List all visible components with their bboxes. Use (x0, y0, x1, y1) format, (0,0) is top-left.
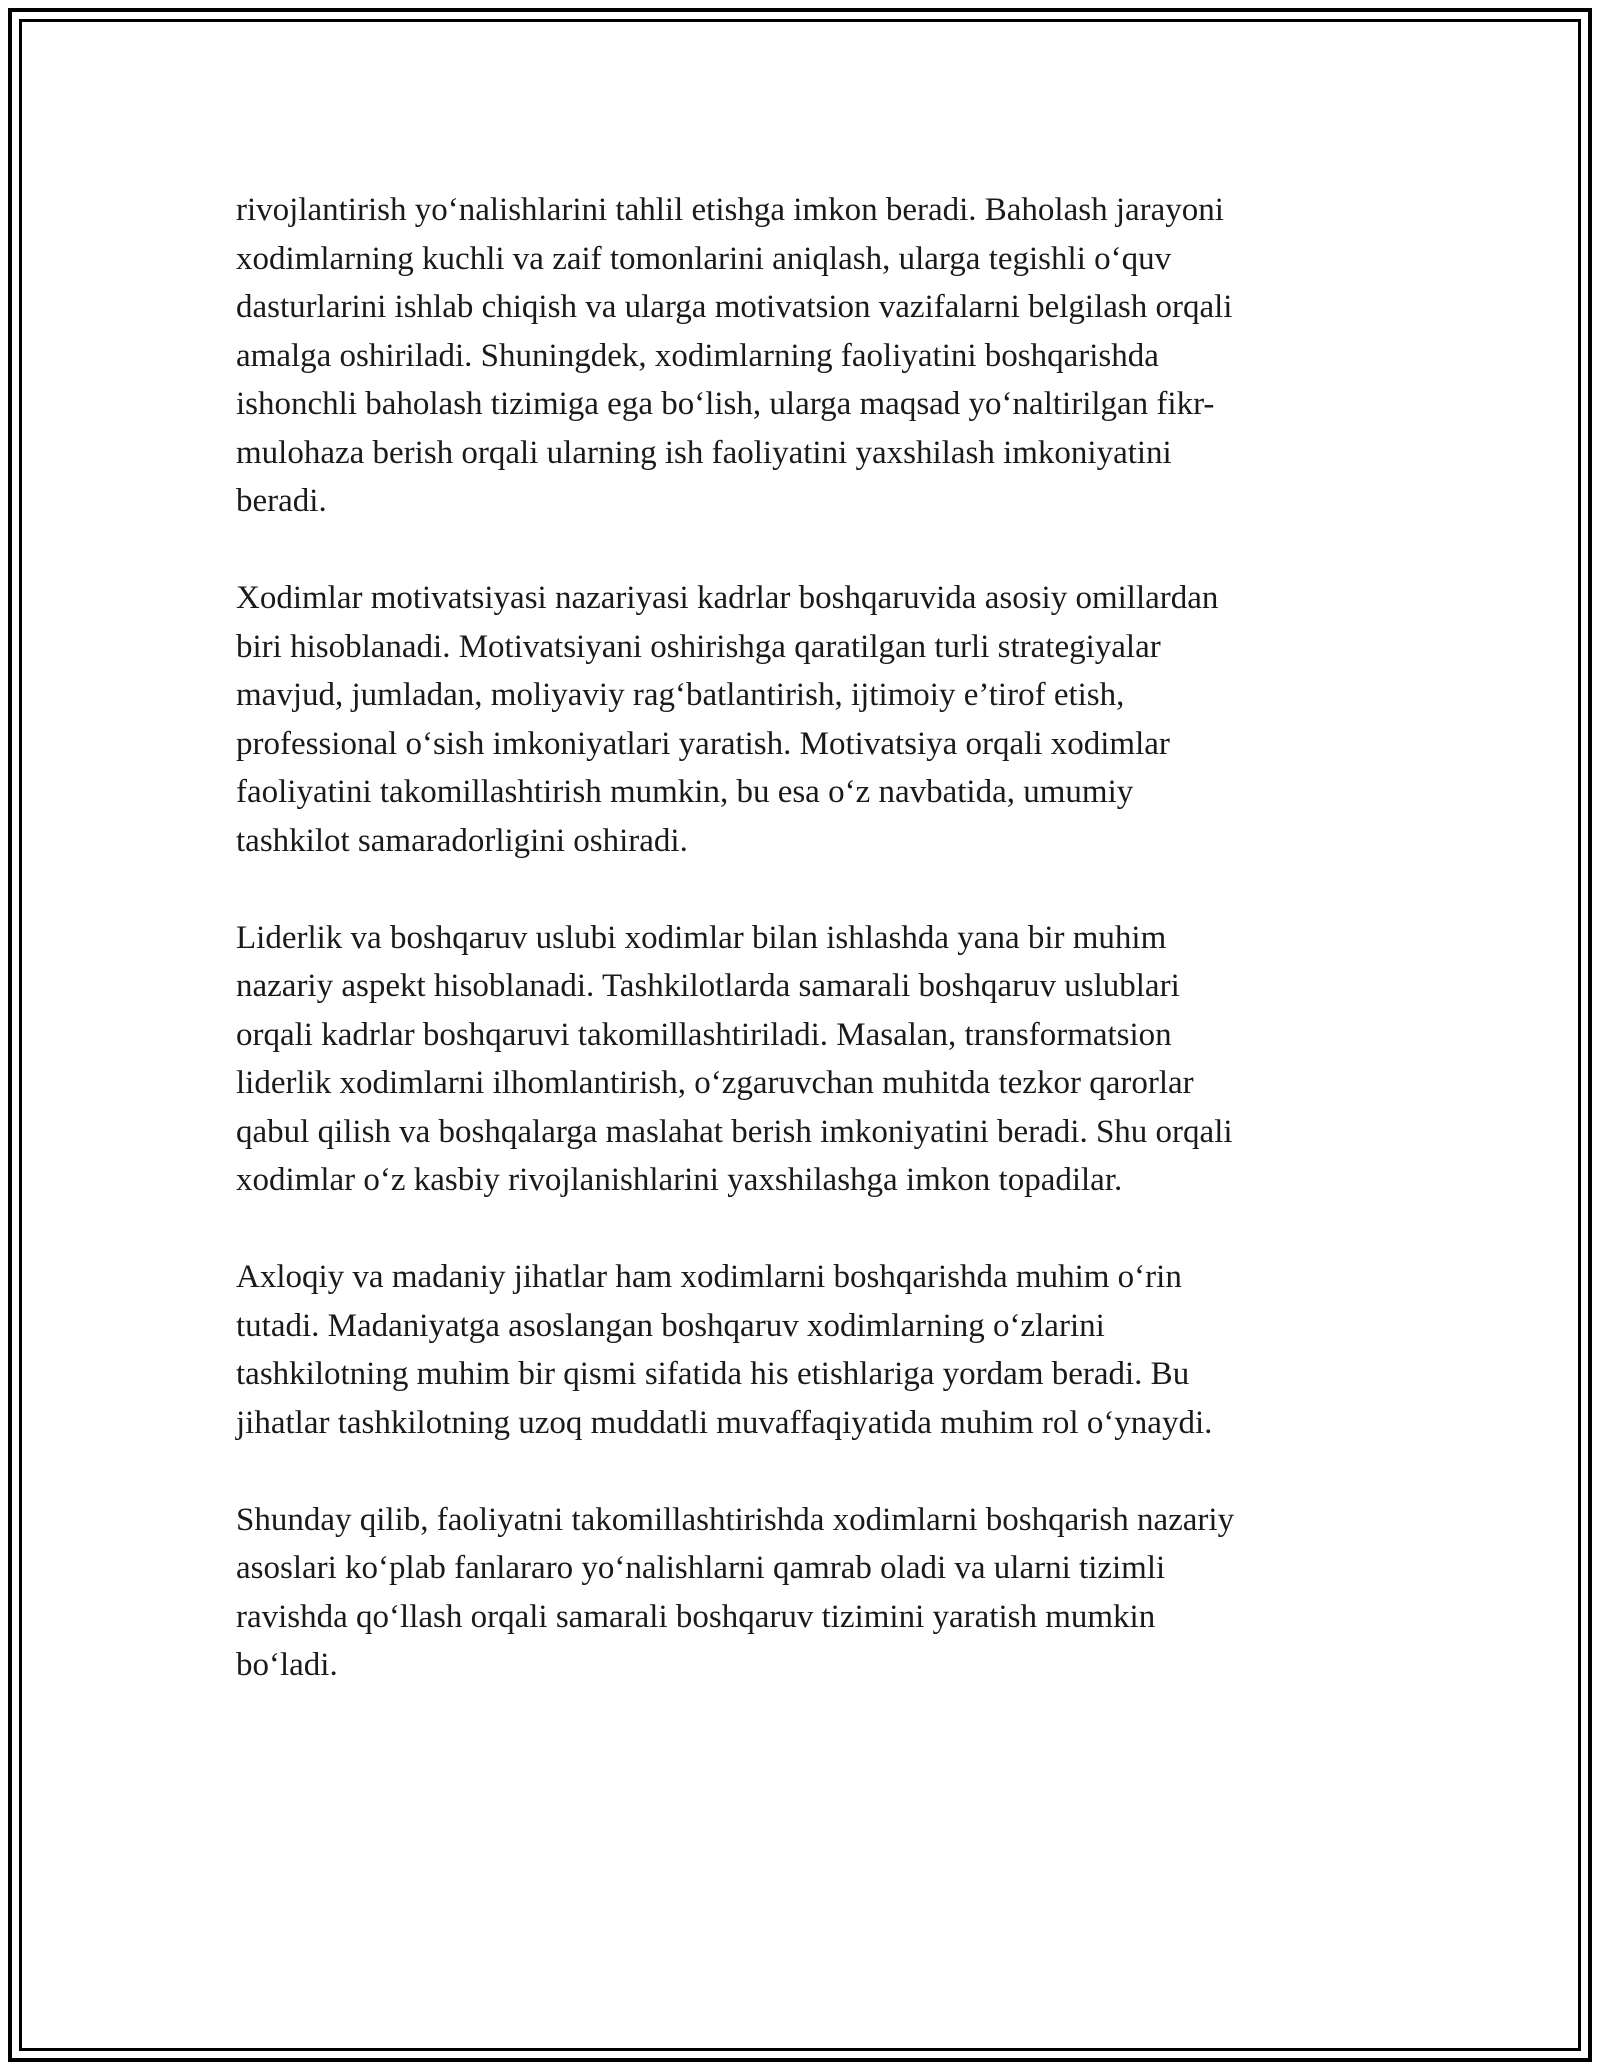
text-line: orqali kadrlar boshqaruvi takomillashtiriladi. Masalan, transformatsion (236, 1016, 1172, 1053)
text-line: qabul qilish va boshqalarga maslahat berish imkoniyatini beradi. Shu orqali (236, 1113, 1233, 1150)
text-line: ishonchli baholash tizimiga ega bo‘lish, ularga maqsad yo‘naltirilgan fikr- (236, 386, 1215, 422)
text-line: xodimlarning kuchli va zaif tomonlarini aniqlash, ularga tegishli o‘quv (236, 240, 1172, 277)
text-line: nazariy aspekt hisoblanadi. Tashkilotlarda samarali boshqaruv uslublari (236, 968, 1180, 1004)
paragraph-assessment (236, 186, 1366, 526)
text-line: Liderlik va boshqaruv uslubi xodimlar bilan ishlashda yana bir muhim (236, 919, 1167, 956)
text-line: liderlik xodimlarni ilhomlantirish, o‘zgaruvchan muhitda tezkor qarorlar (236, 1065, 1194, 1101)
text-line: tutadi. Madaniyatga asoslangan boshqaruv xodimlarning o‘zlarini (236, 1307, 1105, 1344)
text-line: mulohaza berish orqali ularning ish faoliyatini yaxshilash imkoniyatini (236, 434, 1172, 471)
text-line: asoslari ko‘plab fanlararo yo‘nalishlarni qamrab oladi va ularni tizimli (236, 1550, 1166, 1586)
text-line: Axloqiy va madaniy jihatlar ham xodimlarni boshqarishda muhim o‘rin (236, 1259, 1182, 1295)
text-line: professional o‘sish imkoniyatlari yaratish. Motivatsiya orqali xodimlar (236, 725, 1170, 762)
text-line: bo‘ladi. (236, 1647, 338, 1683)
text-line: Xodimlar motivatsiyasi nazariyasi kadrlar boshqaruvida asosiy omillardan (236, 580, 1219, 616)
text-line: biri hisoblanadi. Motivatsiyani oshirishga qaratilgan turli strategiyalar (236, 628, 1161, 665)
text-line: ravishda qo‘llash orqali samarali boshqaruv tizimini yaratish mumkin (236, 1598, 1156, 1635)
text-line: xodimlar o‘z kasbiy rivojlanishlarini yaxshilashga imkon topadilar. (236, 1162, 1123, 1198)
text-line: mavjud, jumladan, moliyaviy rag‘batlantirish, ijtimoiy e’tirof etish, (236, 677, 1125, 713)
text-line: beradi. (236, 483, 327, 519)
text-line: tashkilot samaradorligini oshiradi. (236, 822, 688, 859)
text-line: Shunday qilib, faoliyatni takomillashtirishda xodimlarni boshqarish nazariy (236, 1501, 1235, 1538)
document-body (236, 186, 1366, 1738)
text-line: jihatlar tashkilotning uzoq muddatli muvaffaqiyatida muhim rol o‘ynaydi. (236, 1404, 1213, 1441)
paragraph-motivation (236, 574, 1366, 865)
text-line: dasturlarini ishlab chiqish va ularga motivatsion vazifalarni belgilash orqali (236, 289, 1233, 325)
paragraph-ethics-culture (236, 1253, 1366, 1447)
text-line: rivojlantirish yo‘nalishlarini tahlil etishga imkon beradi. Baholash jarayoni (236, 192, 1224, 228)
text-line: tashkilotning muhim bir qismi sifatida his etishlariga yordam beradi. Bu (236, 1356, 1190, 1392)
text-line: amalga oshiriladi. Shuningdek, xodimlarning faoliyatini boshqarishda (236, 337, 1159, 374)
paragraph-conclusion (236, 1496, 1366, 1690)
text-line: faoliyatini takomillashtirish mumkin, bu esa o‘z navbatida, umumiy (236, 774, 1134, 810)
paragraph-leadership (236, 914, 1366, 1205)
